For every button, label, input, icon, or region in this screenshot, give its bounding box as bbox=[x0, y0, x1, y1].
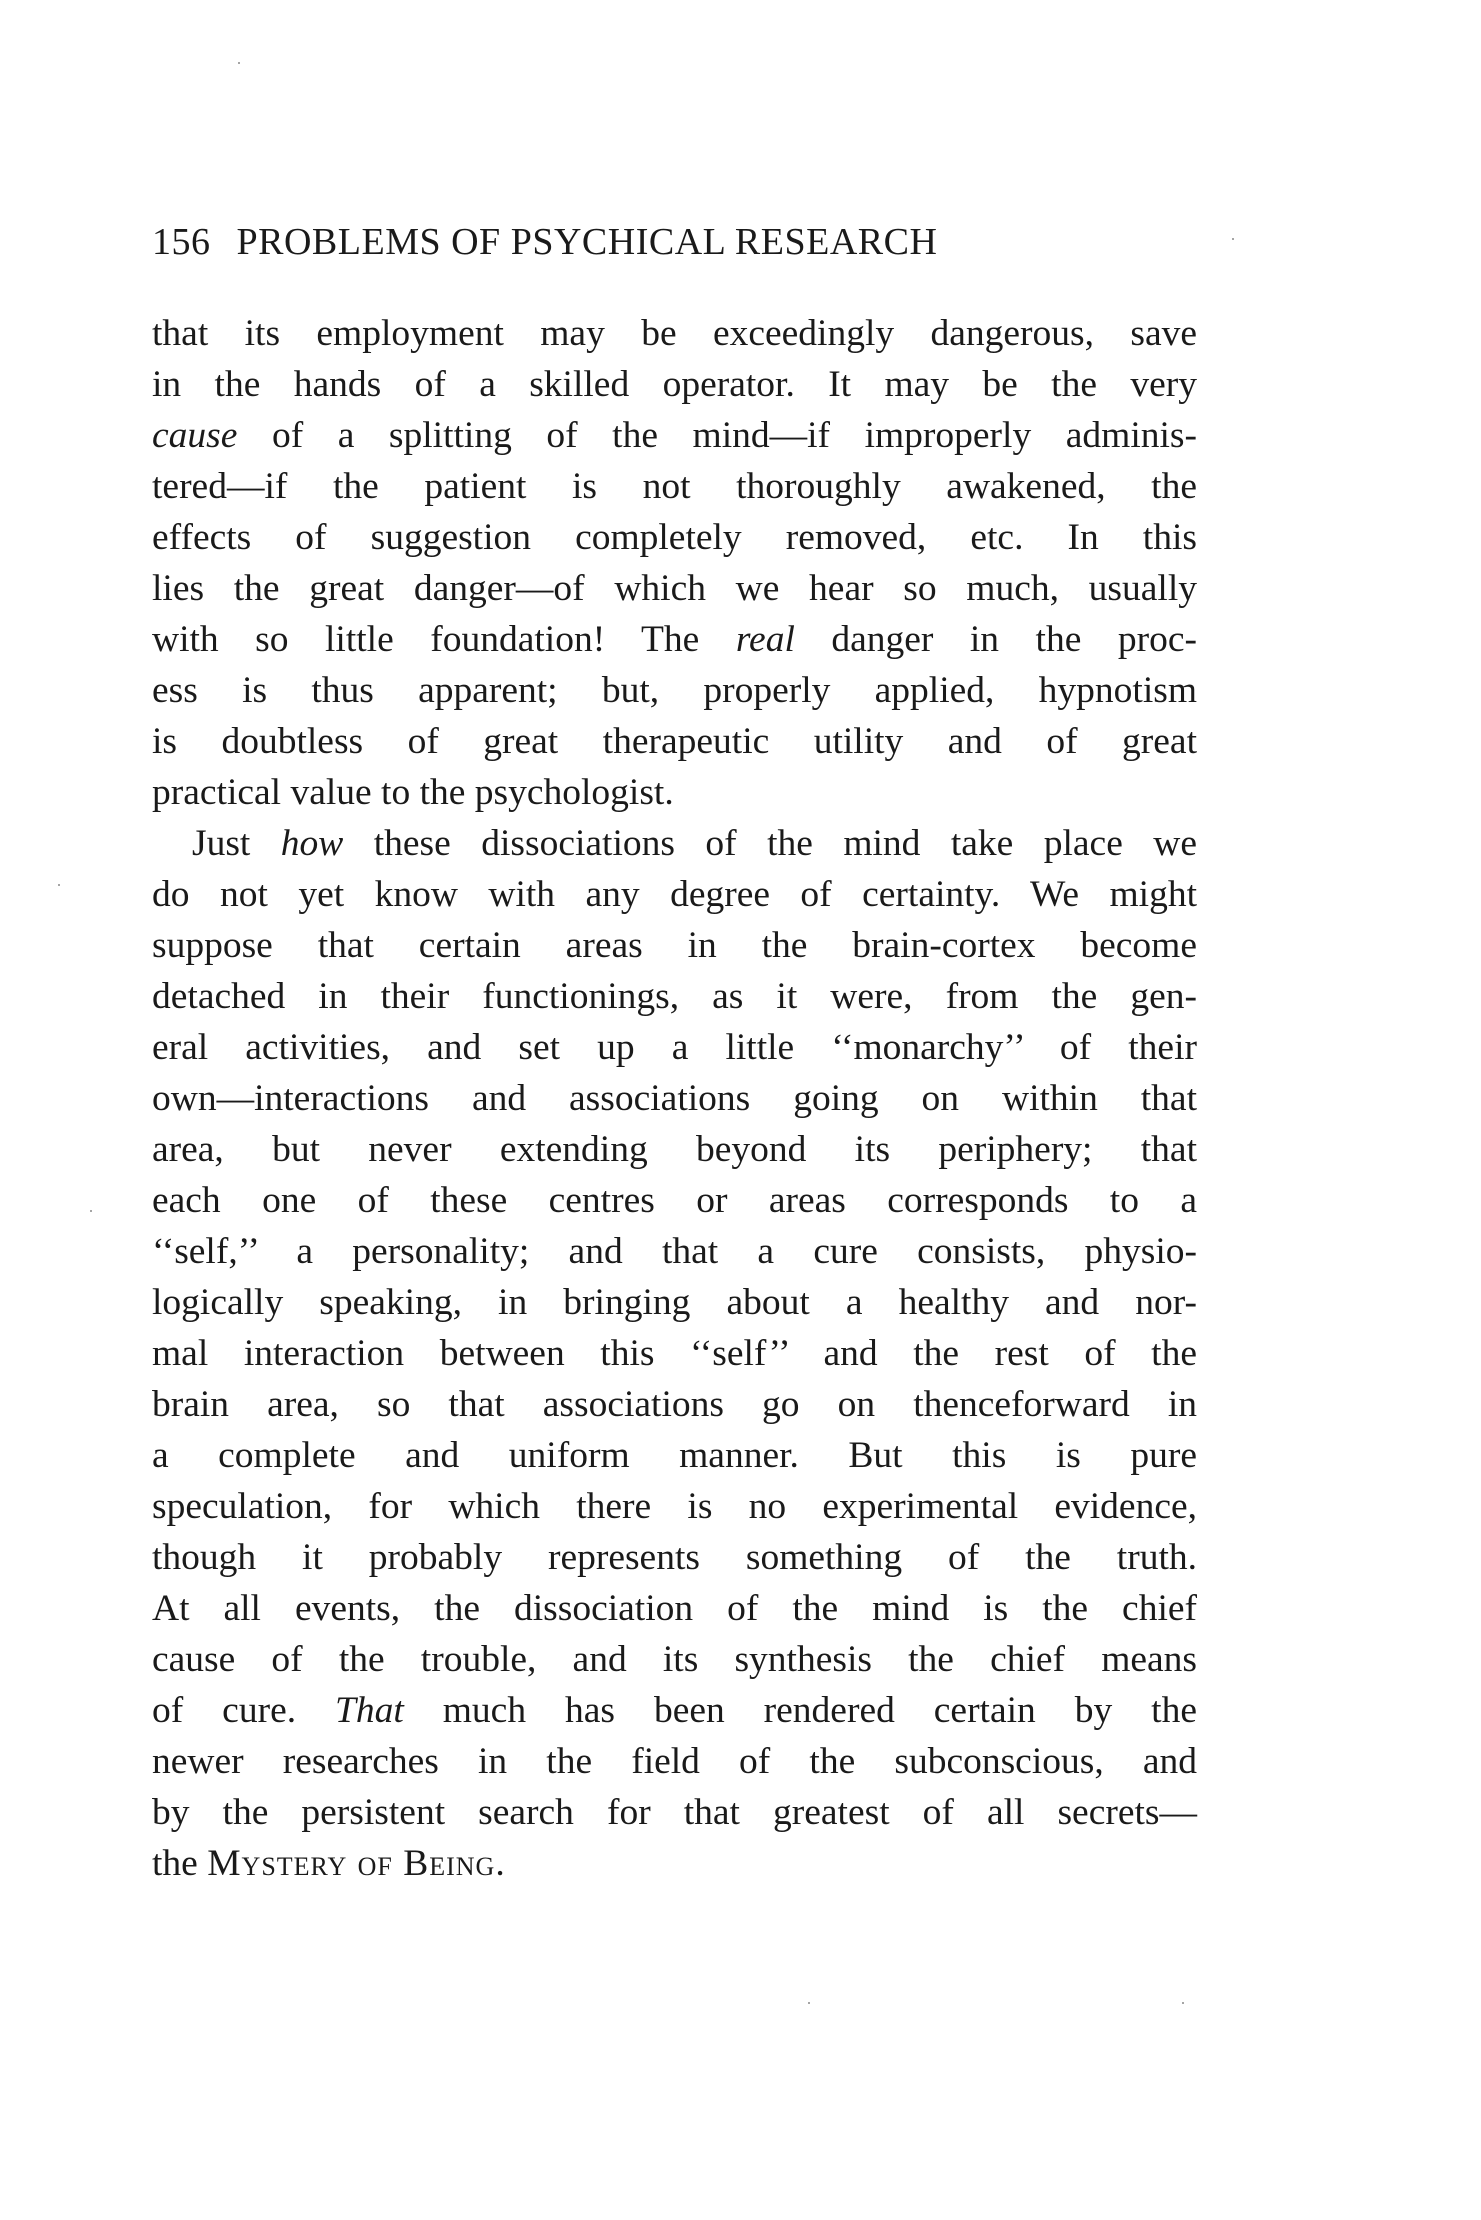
text-line bbox=[152, 359, 1197, 410]
text-run: ‘‘self,’’ a personality; and that a cure consists, physio- bbox=[152, 1231, 1197, 1272]
text-line bbox=[152, 1328, 1197, 1379]
text-line bbox=[152, 563, 1197, 614]
text-line bbox=[152, 1736, 1197, 1787]
italic-run: That bbox=[335, 1690, 404, 1731]
text-run: by the persistent search for that greatest of all secrets— bbox=[152, 1792, 1197, 1833]
text-line bbox=[152, 461, 1197, 512]
text-run: effects of suggestion completely removed, etc. In this bbox=[152, 517, 1197, 558]
text-line bbox=[152, 1226, 1197, 1277]
running-title: PROBLEMS OF PSYCHICAL RESEARCH bbox=[236, 221, 938, 263]
text-line bbox=[152, 1073, 1197, 1124]
text-line bbox=[152, 767, 1197, 818]
text-run: with so little foundation! The bbox=[152, 619, 736, 660]
page-number: 156 bbox=[152, 221, 211, 263]
text-run: newer researches in the field of the subconscious, and bbox=[152, 1741, 1197, 1782]
text-line bbox=[152, 410, 1197, 461]
paper-speck bbox=[238, 62, 240, 64]
text-run: eral activities, and set up a little ‘‘monarchy’’ of their bbox=[152, 1027, 1197, 1068]
italic-run: real bbox=[735, 619, 795, 660]
text-run: suppose that certain areas in the brain-cortex become bbox=[152, 925, 1197, 966]
paper-speck bbox=[1232, 238, 1234, 240]
text-line bbox=[152, 1838, 1197, 1889]
text-run: speculation, for which there is no experimental evidence, bbox=[152, 1486, 1197, 1527]
text-line bbox=[152, 1022, 1197, 1073]
text-run: tered—if the patient is not thoroughly awakened, the bbox=[152, 466, 1197, 507]
text-line bbox=[152, 1175, 1197, 1226]
paper-speck bbox=[808, 2002, 810, 2004]
text-line bbox=[152, 1277, 1197, 1328]
text-run: Just bbox=[192, 823, 281, 864]
text-line bbox=[152, 665, 1197, 716]
text-line bbox=[152, 1481, 1197, 1532]
text-run: each one of these centres or areas corresponds to a bbox=[152, 1180, 1197, 1221]
text-run: At all events, the dissociation of the mind is the chief bbox=[152, 1588, 1197, 1629]
text-run: area, but never extending beyond its periphery; that bbox=[152, 1129, 1197, 1170]
text-run: the bbox=[152, 1843, 208, 1884]
text-run: . bbox=[495, 1843, 505, 1884]
text-run: of a splitting of the mind—if improperly adminis- bbox=[237, 415, 1197, 456]
text-run: lies the great danger—of which we hear so much, usually bbox=[152, 568, 1197, 609]
text-line bbox=[152, 1379, 1197, 1430]
text-run: detached in their functionings, as it were, from the gen- bbox=[152, 976, 1197, 1017]
paper-speck bbox=[90, 1210, 92, 1212]
text-line bbox=[152, 1583, 1197, 1634]
text-run: a complete and uniform manner. But this is pure bbox=[152, 1435, 1197, 1476]
text-line bbox=[152, 920, 1197, 971]
text-run: danger in the proc- bbox=[794, 619, 1197, 660]
text-line bbox=[152, 818, 1197, 869]
text-line bbox=[152, 308, 1197, 359]
text-line bbox=[152, 1532, 1197, 1583]
text-run: ess is thus apparent; but, properly applied, hypnotism bbox=[152, 670, 1197, 711]
text-run: own—interactions and associations going on within that bbox=[152, 1078, 1197, 1119]
text-run: is doubtless of great therapeutic utility and of great bbox=[152, 721, 1197, 762]
text-line bbox=[152, 1430, 1197, 1481]
text-run: practical value to the psychologist. bbox=[152, 772, 674, 813]
text-run: much has been rendered certain by the bbox=[403, 1690, 1197, 1731]
text-run: logically speaking, in bringing about a healthy and nor- bbox=[152, 1282, 1197, 1323]
text-run: do not yet know with any degree of certainty. We might bbox=[152, 874, 1197, 915]
running-head bbox=[152, 220, 1197, 264]
text-run: of cure. bbox=[152, 1690, 336, 1731]
small-caps-run: Mystery of Being bbox=[207, 1843, 496, 1884]
text-line bbox=[152, 614, 1197, 665]
text-line bbox=[152, 512, 1197, 563]
text-line bbox=[152, 1124, 1197, 1175]
text-line bbox=[152, 1685, 1197, 1736]
body-text bbox=[152, 308, 1197, 1889]
text-line bbox=[152, 1787, 1197, 1838]
paper-speck bbox=[1182, 2002, 1184, 2004]
text-line bbox=[152, 716, 1197, 767]
italic-run: cause bbox=[152, 415, 238, 456]
text-run: though it probably represents something of the truth. bbox=[152, 1537, 1197, 1578]
text-run: these dissociations of the mind take place we bbox=[343, 823, 1198, 864]
paper-speck bbox=[58, 884, 60, 886]
text-run: that its employment may be exceedingly dangerous, save bbox=[152, 313, 1197, 354]
text-line bbox=[152, 1634, 1197, 1685]
italic-run: how bbox=[280, 823, 344, 864]
text-run: mal interaction between this ‘‘self’’ and the rest of the bbox=[152, 1333, 1197, 1374]
text-line bbox=[152, 869, 1197, 920]
text-line bbox=[152, 971, 1197, 1022]
text-run: cause of the trouble, and its synthesis the chief means bbox=[152, 1639, 1197, 1680]
text-run: brain area, so that associations go on thenceforward in bbox=[152, 1384, 1197, 1425]
text-run: in the hands of a skilled operator. It may be the very bbox=[152, 364, 1197, 405]
